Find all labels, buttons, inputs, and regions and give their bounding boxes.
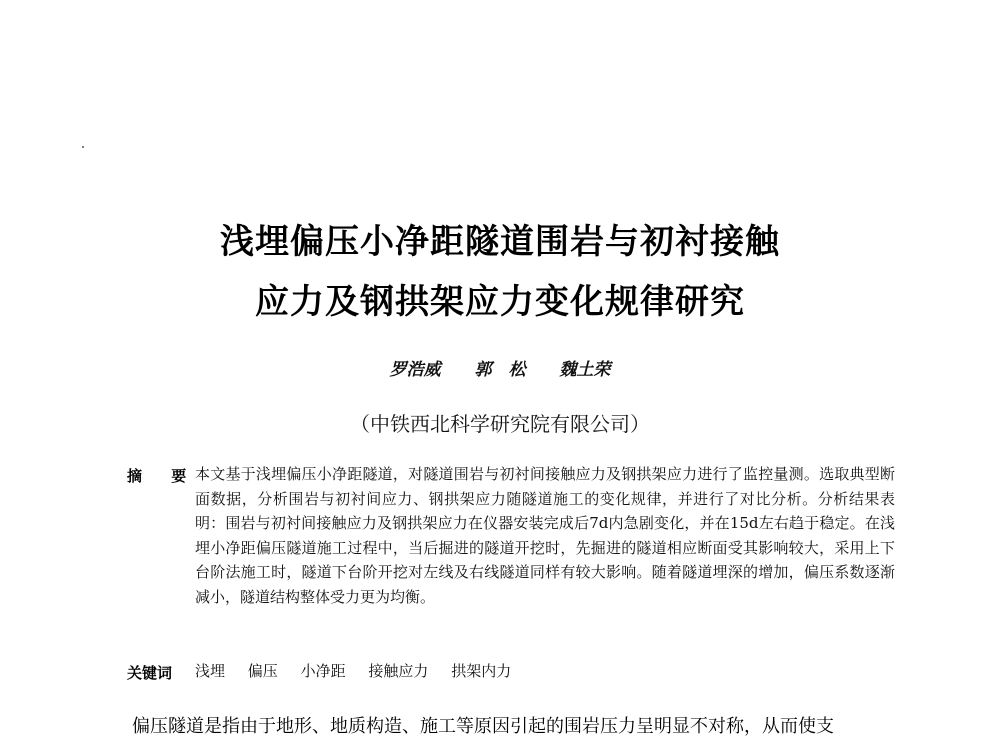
affiliation: （中铁西北科学研究院有限公司） <box>350 412 650 436</box>
author-list <box>0 355 1000 380</box>
keywords-label: 关键词 <box>127 664 173 682</box>
author: 魏土荣 <box>559 360 611 380</box>
title-line-1: 浅埋偏压小净距隧道围岩与初衬接触 <box>220 222 780 262</box>
keyword: 小净距 <box>300 662 346 680</box>
author: 罗浩威 <box>389 360 441 380</box>
abstract-label: 摘 要 <box>127 467 199 485</box>
body-paragraph-start: 偏压隧道是指由于地形、地质构造、施工等原因引起的围岩压力呈明显不对称，从而使支 <box>132 716 834 737</box>
author: 郭 松 <box>474 360 526 380</box>
keywords-list <box>195 660 529 681</box>
scan-speck <box>82 146 84 148</box>
keyword: 拱架内力 <box>451 662 512 680</box>
title-line-2: 应力及钢拱架应力变化规律研究 <box>255 282 745 322</box>
keyword: 浅埋 <box>195 662 226 680</box>
keyword: 接触应力 <box>368 662 429 680</box>
abstract-text: 本文基于浅埋偏压小净距隧道，对隧道围岩与初衬间接触应力及钢拱架应力进行了监控量测。选取典型断面数据，分析围岩与初衬间应力、钢拱架应力随隧道施工的变化规律，并进行了对比分析。分析结果表明：围岩与初衬间接触应力及钢拱架应力在仪器安装完成后7d内急剧变化，并在15d左右趋于稳定。在浅埋小净距偏压隧道施工过程中，当后掘进的隧道开挖时，先掘进的隧道相应断面受其影响较大，采用上下台阶法施工时，隧道下台阶开挖对左线及右线隧道同样有较大影响。随着隧道埋深的增加，偏压系数逐渐减小，隧道结构整体受力更为均衡。 <box>195 465 895 606</box>
keyword: 偏压 <box>247 662 278 680</box>
